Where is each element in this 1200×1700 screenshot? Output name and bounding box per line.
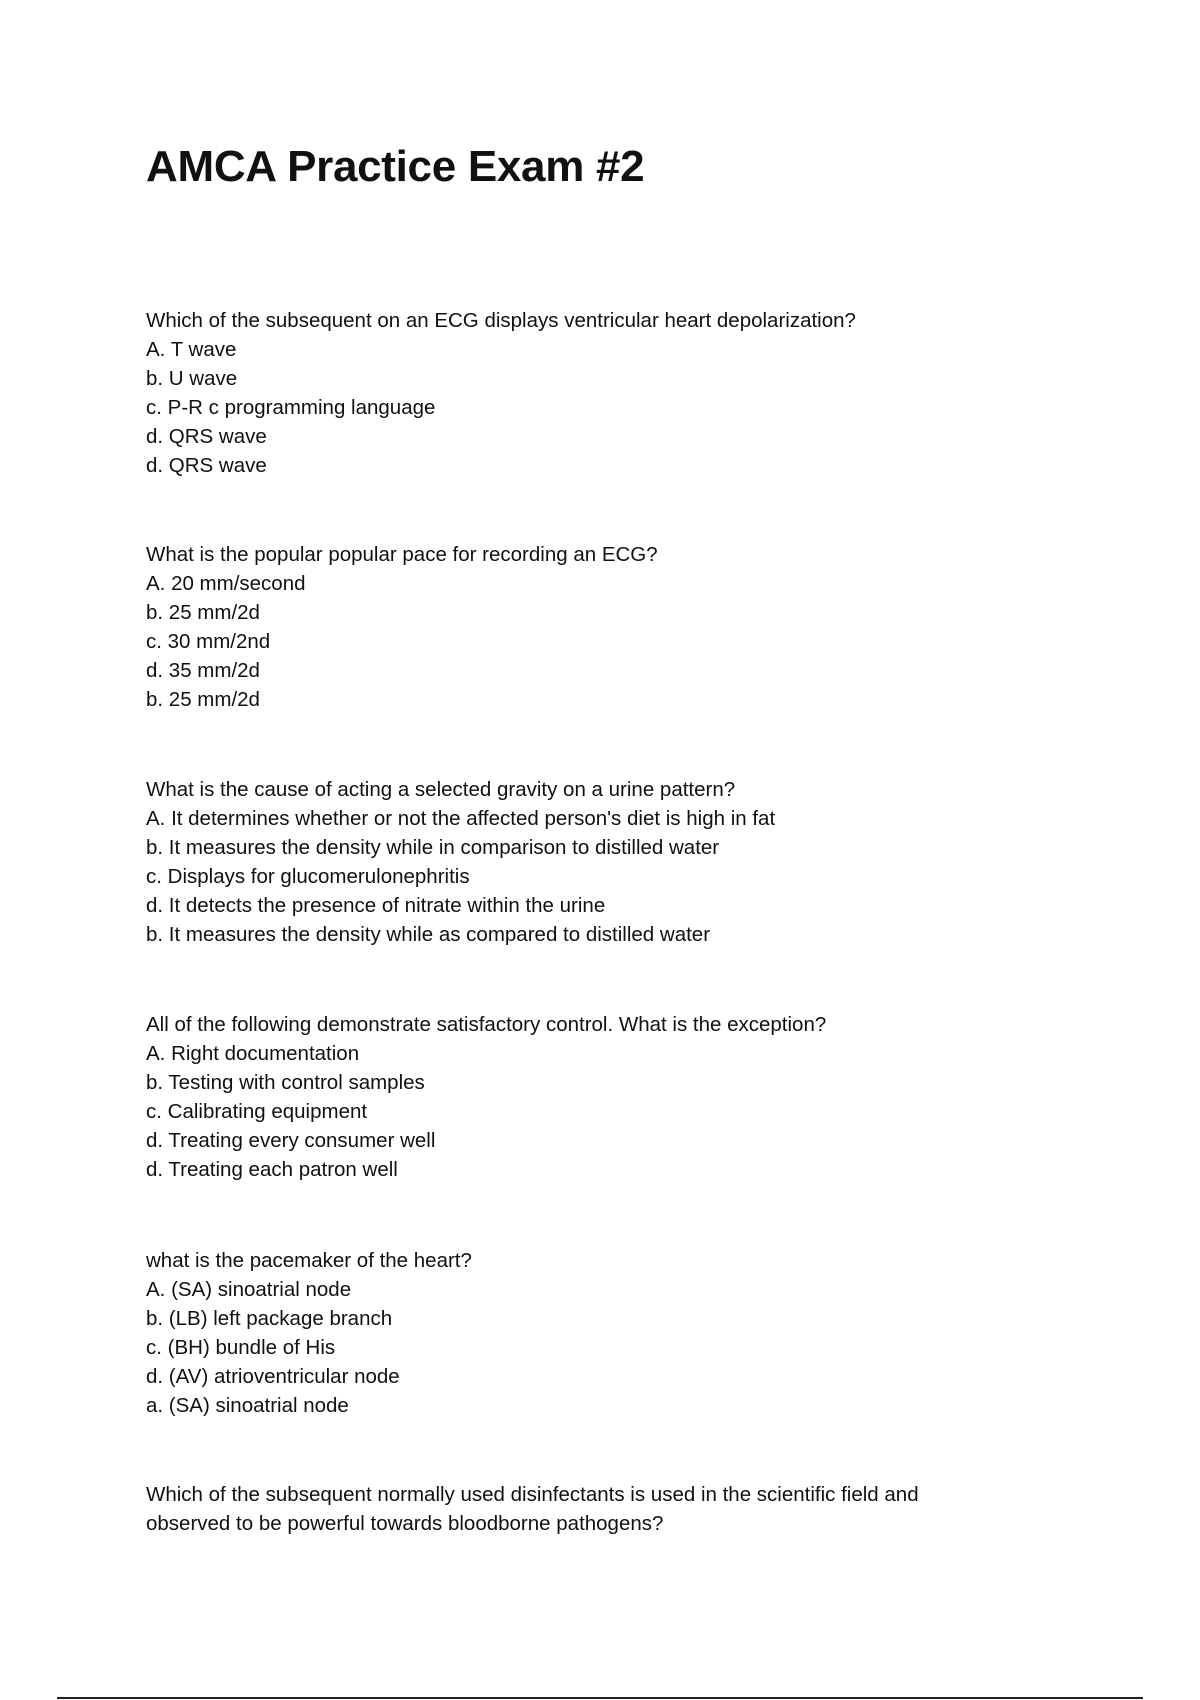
question-text: what is the pacemaker of the heart? xyxy=(146,1249,472,1272)
page-bottom-rule xyxy=(57,1697,1143,1699)
answer-option: A. (SA) sinoatrial node xyxy=(146,1278,352,1301)
correct-answer: a. (SA) sinoatrial node xyxy=(146,1394,349,1417)
answer-option: A. 20 mm/second xyxy=(146,572,306,595)
answer-option: c. 30 mm/2nd xyxy=(146,630,271,653)
answer-option: A. T wave xyxy=(146,338,237,361)
answer-option: A. It determines whether or not the affected person's diet is high in fat xyxy=(146,807,776,830)
answer-option: b. It measures the density while in comparison to distilled water xyxy=(146,836,720,859)
answer-option: d. 35 mm/2d xyxy=(146,659,260,682)
answer-option: c. Calibrating equipment xyxy=(146,1100,368,1123)
answer-option: b. (LB) left package branch xyxy=(146,1307,393,1330)
correct-answer: d. QRS wave xyxy=(146,454,267,477)
question-text: What is the popular popular pace for recording an ECG? xyxy=(146,543,658,566)
question-text: Which of the subsequent on an ECG displays ventricular heart depolarization? xyxy=(146,309,856,332)
question-block xyxy=(146,1480,1006,1538)
question-block xyxy=(146,775,1046,949)
answer-option: d. It detects the presence of nitrate within the urine xyxy=(146,894,606,917)
question-text: What is the cause of acting a selected gravity on a urine pattern? xyxy=(146,778,736,801)
question-block xyxy=(146,540,1046,714)
correct-answer: b. 25 mm/2d xyxy=(146,688,260,711)
question-text: All of the following demonstrate satisfactory control. What is the exception? xyxy=(146,1013,827,1036)
answer-option: c. Displays for glucomerulonephritis xyxy=(146,865,470,888)
question-block xyxy=(146,1010,1046,1184)
correct-answer: b. It measures the density while as compared to distilled water xyxy=(146,923,711,946)
correct-answer: d. Treating each patron well xyxy=(146,1158,398,1181)
answer-option: b. Testing with control samples xyxy=(146,1071,425,1094)
answer-option: b. 25 mm/2d xyxy=(146,601,260,624)
answer-option: c. P-R c programming language xyxy=(146,396,436,419)
answer-option: A. Right documentation xyxy=(146,1042,360,1065)
question-text: Which of the subsequent normally used disinfectants is used in the scientific field and observed to be powerful towards bloodborne pathogens? xyxy=(146,1483,919,1535)
answer-option: d. Treating every consumer well xyxy=(146,1129,436,1152)
page-title: AMCA Practice Exam #2 xyxy=(146,142,645,191)
answer-option: c. (BH) bundle of His xyxy=(146,1336,336,1359)
answer-option: d. QRS wave xyxy=(146,425,267,448)
answer-option: d. (AV) atrioventricular node xyxy=(146,1365,400,1388)
answer-option: b. U wave xyxy=(146,367,238,390)
question-block xyxy=(146,1246,1046,1420)
question-block xyxy=(146,306,1046,480)
